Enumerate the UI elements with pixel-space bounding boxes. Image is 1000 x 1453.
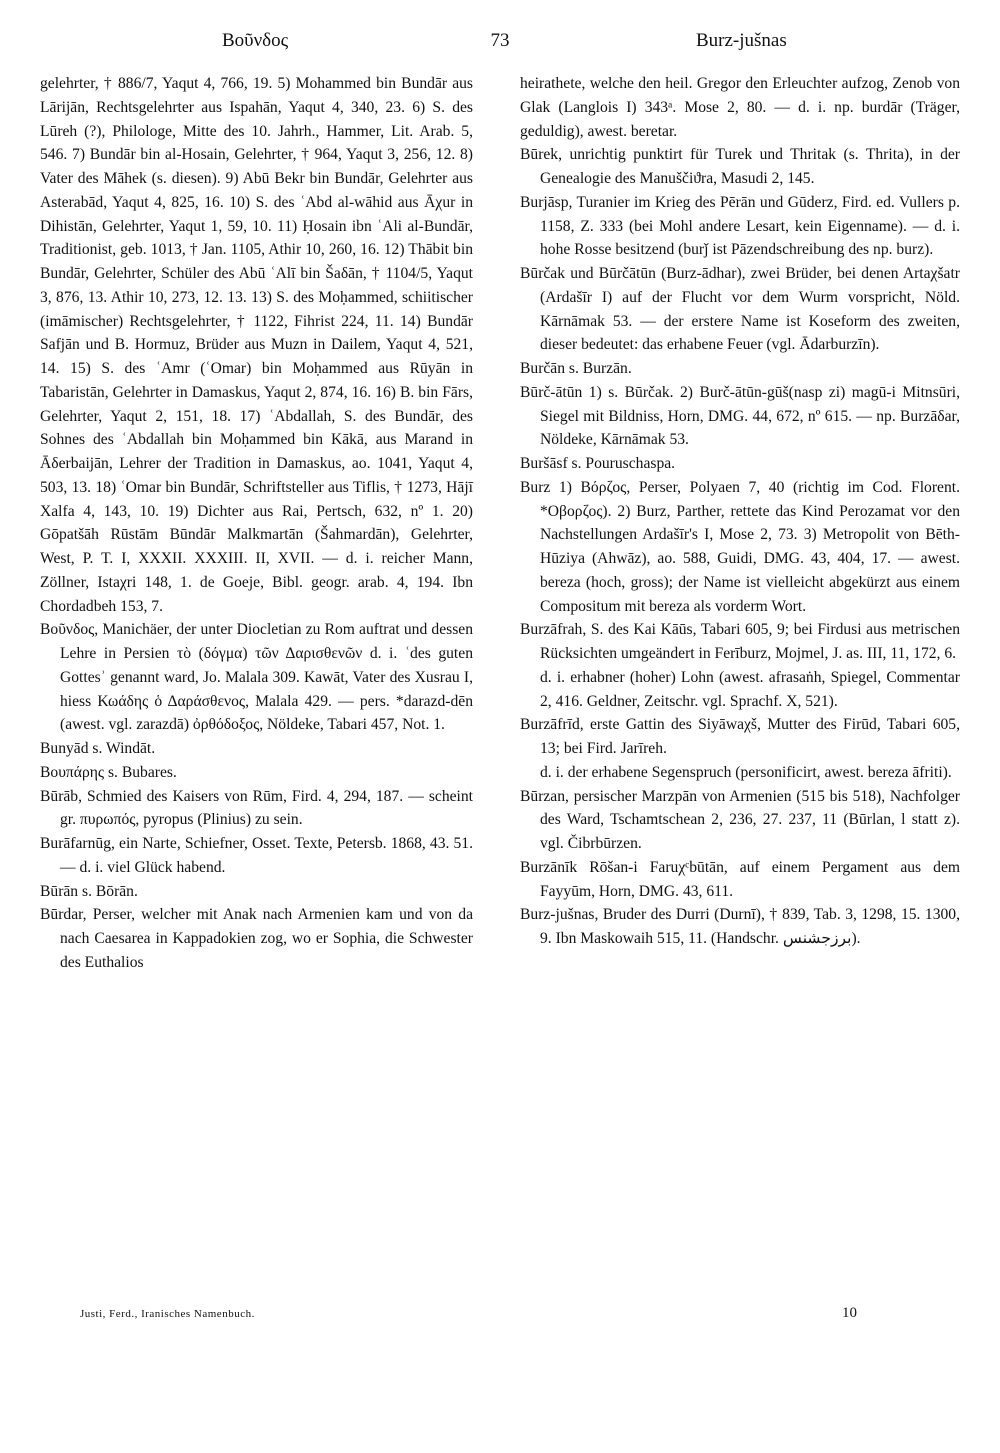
dictionary-entry: Burzāfrah, S. des Kai Kāūs, Tabari 605, 9; bei Firdusi aus metrischen Rücksichten umgeändert in Ferīburz, Mojmel, J. as. III, 11, 172, 6. xyxy=(520,621,960,662)
running-header xyxy=(0,30,1000,60)
footer-signature: Justi, Ferd., Iranisches Namenbuch. xyxy=(80,1308,255,1320)
dictionary-entry: Burjāsp, Turanier im Krieg des Pērān und Gūderz, Fird. ed. Vullers p. 1158, Z. 333 (bei Mohl andere Lesart, kein Eigenname). — d. i. hohe Rosse besitzend (burǰ ist Pāzendschreibung des np. burz). xyxy=(520,193,960,259)
dictionary-entry: Burāfarnūg, ein Narte, Schiefner, Osset. Texte, Petersb. 1868, 43. 51. — d. i. viel Glück habend. xyxy=(40,835,473,876)
dictionary-entry: Burzāfrīd, erste Gattin des Siyāwaχš, Mutter des Firūd, Tabari 605, 13; bei Fird. Jarīreh. xyxy=(520,716,960,757)
dictionary-entry: Βουπάρης s. Bubares. xyxy=(40,763,177,781)
dictionary-entry: Būrč-ātūn 1) s. Būrčak. 2) Burč-ātūn-gūš(nasp zi) magū-i Mitnsūri, Siegel mit Bildniss, Horn, DMG. 44, 672, nº 615. — np. Burzāδar, Nöldeke, Kārnāmak 53. xyxy=(520,383,960,449)
dictionary-entry: heirathete, welche den heil. Gregor den Erleuchter aufzog, Zenob von Glak (Langlois I) 343ᵃ. Mose 2, 80. — d. i. np. burdār (Träger, geduldig), awest. beretar. xyxy=(520,75,960,140)
page-number: 73 xyxy=(490,30,510,51)
dictionary-entry: Būrdar, Perser, welcher mit Anak nach Armenien kam und von da nach Caesarea in Kappadokien zog, wo er Sophia, die Schwester des Euthalios xyxy=(40,906,473,971)
dictionary-entry: Būrek, unrichtig punktirt für Turek und Thritak (s. Thrita), in der Genealogie des Manuščiϑra, Masudi 2, 145. xyxy=(520,146,960,187)
left-column xyxy=(40,72,473,975)
entry-continuation: d. i. erhabner (hoher) Lohn (awest. afrasaṅh, Spiegel, Commentar 2, 416. Geldner, Zeitschr. vgl. Sprachf. X, 521). xyxy=(540,668,960,710)
dictionary-entry: Būrzan, persischer Marzpān von Armenien (515 bis 518), Nachfolger des Ward, Tschamtschean 2, 236, 27. 237, 11 (Būrlan, l statt z). vgl. Čibrbūrzen. xyxy=(520,787,960,852)
dictionary-entry: Burz 1) Βόρζος, Perser, Polyaen 7, 40 (richtig im Cod. Florent. *Οβορζος). 2) Burz, Parther, rettete das Kind Perozamat vor den Nachstellungen Ardašīr's I, Mose 2, 73. 3) Metropolit von Bēth-Hūziya (Ahwāz), ao. 588, Guidi, DMG. 43, 404, 17. — awest. bereza (hoch, gross); der Name ist vielleicht abgekürzt aus einem Compositum mit bereza als vorderm Wort. xyxy=(520,478,960,615)
dictionary-entry: gelehrter, † 886/7, Yaqut 4, 766, 19. 5) Mohammed bin Bundār aus Lārijān, Rechtsgelehrter aus Ispahān, Yaqut 4, 340, 23. 6) S. des Lūreh (?), Philologe, Mitte des 10. Jahrh., Hammer, Lit. Arab. 5, 546. 7) Bundār bin al-Hosain, Gelehrter, † 964, Yaqut 3, 256, 12. 8) Vater des Māhek (s. diesen). 9) Abū Bekr bin Bundār, Gelehrter aus Asterabād, Yaqut 4, 825, 16. 10) S. des ʿAbd al-wāhid aus Āχur in Dihistān, Gelehrter, Yaqut 1, 59, 10. 11) Ḥosain ibn ʿAli al-Bundār, Traditionist, geb. 1013, † Jan. 1105, Athir 10, 260, 16. 12) Thābit bin Bundār, Gelehrter, Schüler des Abū ʿAlī bin Šaδān, † 1104/5, Yaqut 3, 876, 13. Athir 10, 273, 12. 13. 13) S. des Moḥammed, schiitischer (imāmischer) Rechtsgelehrter, † 1122, Fihrist 224, 11. 14) Bundār Safjān und B. Hormuz, Brüder aus Muzn in Dailem, Yaqut 4, 521, 14. 15) S. des ʿAmr (ʿOmar) bin Moḥammed aus Rūyān in Tabaristān, Gelehrter in Damaskus, Yaqut 2, 874, 16. 16) B. bin Fārs, Gelehrter, Yaqut 2, 151, 18. 17) ʿAbdallah, S. des Bundār, des Sohnes des ʿAbdallah bin Moḥammed bin Kākā, aus Marand in Āδerbaijān, Lehrer der Tradition in Damaskus, ao. 1041, Yaqut 4, 503, 13. 18) ʿOmar bin Bundār, Schriftsteller aus Tiflis, † 1273, Hājī Xalfa 4, 143, 10. 19) Dichter aus Rai, Pertsch, 632, nº 1. 20) Gōpatšāh Rūstām Būndār Malkmartān (Šahmardān), Gelehrter, West, P. T. I, XXXII. XXXIII. II, XVII. — d. i. reicher Mann, Zöllner, Istaχri 148, 1. de Goeje, Bibl. geogr. arab. 4, 194. Ibn Chordadbeh 153, 7. xyxy=(40,75,473,615)
entry-continuation: d. i. der erhabene Segenspruch (personificirt, awest. bereza āfriti). xyxy=(540,763,952,781)
dictionary-entry: Būrāb, Schmied des Kaisers von Rūm, Fird. 4, 294, 187. — scheint gr. πυρωπός, pyropus (Plinius) zu sein. xyxy=(40,787,473,829)
dictionary-entry: Burz-jušnas, Bruder des Durri (Durnī), † 839, Tab. 3, 1298, 15. 1300, 9. Ibn Maskowaih 515, 11. (Handschr. برزجشنس). xyxy=(520,906,960,947)
dictionary-entry: Burčān s. Burzān. xyxy=(520,360,632,377)
dictionary-entry: Burzānīk Rōšan-i Faruχᶜbūtān, auf einem Pergament aus dem Fayyūm, Horn, DMG. 43, 611. xyxy=(520,858,960,900)
right-column xyxy=(520,72,960,951)
dictionary-entry: Bunyād s. Windāt. xyxy=(40,740,156,757)
dictionary-entry: Būrān s. Bōrān. xyxy=(40,882,138,900)
dictionary-entry: Buršāsf s. Pouruschaspa. xyxy=(520,455,676,472)
dictionary-entry: Būrčak und Būrčātūn (Burz-ādhar), zwei Brüder, bei denen Artaχšatr (Ardašīr I) auf der Flucht vor dem Wurm vorspricht, Nöld. Kārnāmak 53. — der erstere Name ist Koseform des zweiten, dieser bedeutet: das erhabene Feuer (vgl. Ādarburzīn). xyxy=(520,265,960,354)
header-right-headword: Burz-jušnas xyxy=(696,30,787,51)
signature-number: 10 xyxy=(842,1305,857,1321)
dictionary-entry: Βοῦνδος, Manichäer, der unter Diocletian zu Rom auftrat und dessen Lehre in Persien τὸ (δόγμα) τῶν Δαρισθενῶν d. i. ʿdes guten Gottesʾ genannt ward, Jo. Malala 309. Kawāt, Vater des Xusrau I, hiess Κωάδης ὁ Δαράσθενος, Malala 429. — pers. *darazd-dēn (awest. vgl. zarazdā) ὀρθόδοξος, Nöldeke, Tabari 457, Not. 1. xyxy=(40,621,473,734)
header-left-headword: Βοῦνδος xyxy=(222,30,289,51)
